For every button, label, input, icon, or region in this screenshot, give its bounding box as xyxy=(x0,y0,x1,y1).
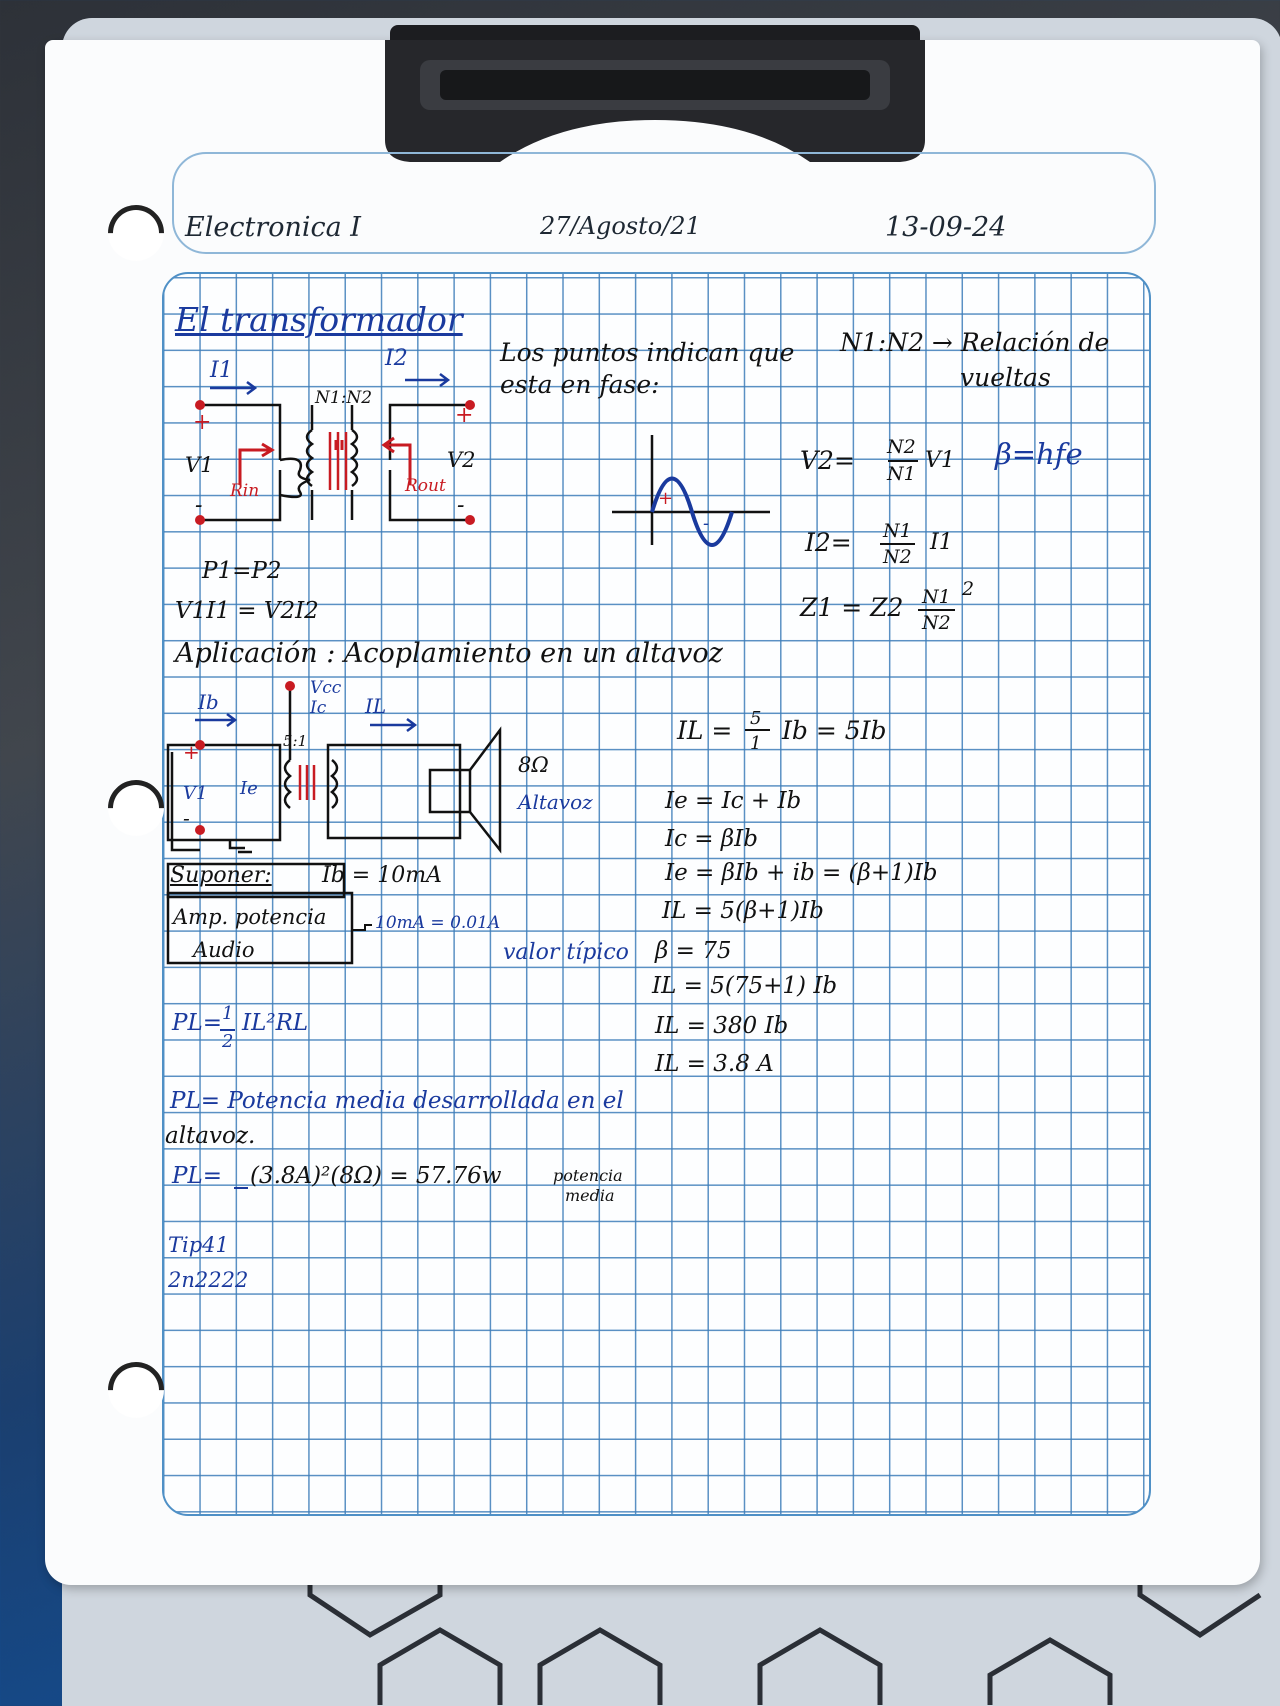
power-calc-note-potencia: potencia xyxy=(553,1166,623,1185)
header-date-stamp: 13-09-24 xyxy=(885,212,1007,243)
note-dots-line2: esta en fase: xyxy=(500,370,660,399)
label-rin: Rin xyxy=(230,481,260,501)
power-calc-lhs: PL= xyxy=(172,1163,223,1189)
label-valor-tipico: valor típico xyxy=(503,940,629,965)
eq-v1i1-v2i2: V1I1 = V2I2 xyxy=(175,598,319,624)
label-plus-in: + xyxy=(193,410,212,435)
calc-il-den: 1 xyxy=(750,733,762,754)
formula-i2-lhs: I2= xyxy=(805,528,852,557)
power-calc-rhs: (3.8A)²(8Ω) = 57.76w xyxy=(250,1163,502,1189)
power-pl-rhs: IL²RL xyxy=(242,1010,309,1036)
label-suponer: Suponer: xyxy=(170,863,272,888)
label-ib: Ib xyxy=(198,690,219,714)
formula-beta-hfe: β=hfe xyxy=(995,437,1083,471)
formula-v2-den: N1 xyxy=(887,463,916,485)
formula-v2-num: N2 xyxy=(887,436,916,458)
formula-v2-rhs: V1 xyxy=(925,448,955,473)
header-subject: Electronica I xyxy=(185,212,361,243)
power-calc-note-media: media xyxy=(565,1186,615,1205)
formula-i2-num: N1 xyxy=(883,520,912,542)
calc-il-lhs: IL = xyxy=(677,716,733,745)
calc-ie-1: Ie = Ic + Ib xyxy=(665,788,802,814)
calc-il-2: IL = 5(75+1) Ib xyxy=(652,973,838,999)
calc-il-1: IL = 5(β+1)Ib xyxy=(662,898,824,924)
eq-p1-p2: P1=P2 xyxy=(202,558,282,584)
power-pl-den: 2 xyxy=(222,1031,234,1052)
note-ratio-line2: vueltas xyxy=(960,363,1051,392)
amp-label-line2: Audio xyxy=(193,938,255,962)
label-ratio-5-1: 5:1 xyxy=(283,732,308,750)
label-8-ohm: 8Ω xyxy=(518,753,549,777)
section-title-transformer: El transformador xyxy=(175,300,463,339)
formula-i2-rhs: I1 xyxy=(930,530,953,555)
label-ie: Ie xyxy=(240,778,258,799)
label-v1-amp: V1 xyxy=(183,783,208,804)
power-definition-line2: altavoz. xyxy=(165,1123,256,1149)
note-tip41: Tip41 xyxy=(168,1233,229,1257)
calc-il-rhs: Ib = 5Ib xyxy=(782,716,887,745)
formula-v2-lhs: V2= xyxy=(800,446,855,475)
label-ic: Ic xyxy=(310,698,327,718)
header-date-handwritten: 27/Agosto/21 xyxy=(540,212,701,240)
label-altavoz: Altavoz xyxy=(518,790,593,814)
label-rout: Rout xyxy=(405,476,446,496)
label-v1: V1 xyxy=(185,453,214,477)
amp-label-line1: Amp. potencia xyxy=(173,905,327,929)
formula-z1-den: N2 xyxy=(922,612,951,634)
calc-il-num: 5 xyxy=(750,708,762,729)
label-plus-amp: + xyxy=(183,740,200,764)
sine-plus-label: + xyxy=(658,488,674,509)
calc-ic: Ic = βIb xyxy=(665,826,758,852)
formula-z1-lhs: Z1 = Z2 xyxy=(800,593,904,622)
note-dots-line1: Los puntos indican que xyxy=(500,338,795,367)
label-il: IL xyxy=(365,694,387,718)
conversion-10ma: 10mA = 0.01A xyxy=(375,913,501,933)
formula-i2-den: N2 xyxy=(883,546,912,568)
label-i2: I2 xyxy=(385,346,408,371)
calc-ie-2: Ie = βIb + ib = (β+1)Ib xyxy=(665,860,938,886)
note-ratio-line1: N1:N2 → Relación de xyxy=(840,328,1110,357)
formula-z1-exp: 2 xyxy=(962,578,975,600)
value-ib-10ma: Ib = 10mA xyxy=(322,863,442,888)
label-ratio-n1n2: N1:N2 xyxy=(315,388,373,408)
sine-minus-label: - xyxy=(703,513,710,534)
label-i1: I1 xyxy=(210,358,233,383)
formula-z1-num: N1 xyxy=(922,586,951,608)
label-minus-in: - xyxy=(195,493,203,518)
calc-il-3: IL = 380 Ib xyxy=(655,1013,789,1039)
label-vcc: Vcc xyxy=(310,678,342,698)
note-2n2222: 2n2222 xyxy=(168,1268,249,1292)
label-minus-out: - xyxy=(457,493,465,518)
label-v2: V2 xyxy=(447,448,476,472)
label-plus-out: + xyxy=(455,403,474,428)
calc-il-4: IL = 3.8 A xyxy=(655,1051,774,1077)
power-pl-num: 1 xyxy=(222,1003,234,1024)
calc-beta-75: β = 75 xyxy=(655,938,732,964)
label-minus-amp: - xyxy=(183,806,190,830)
power-definition-line1: PL= Potencia media desarrollada en el xyxy=(170,1088,624,1114)
power-pl-lhs: PL= xyxy=(172,1010,223,1036)
section-title-application: Aplicación : Acoplamiento en un altavoz xyxy=(175,638,723,669)
